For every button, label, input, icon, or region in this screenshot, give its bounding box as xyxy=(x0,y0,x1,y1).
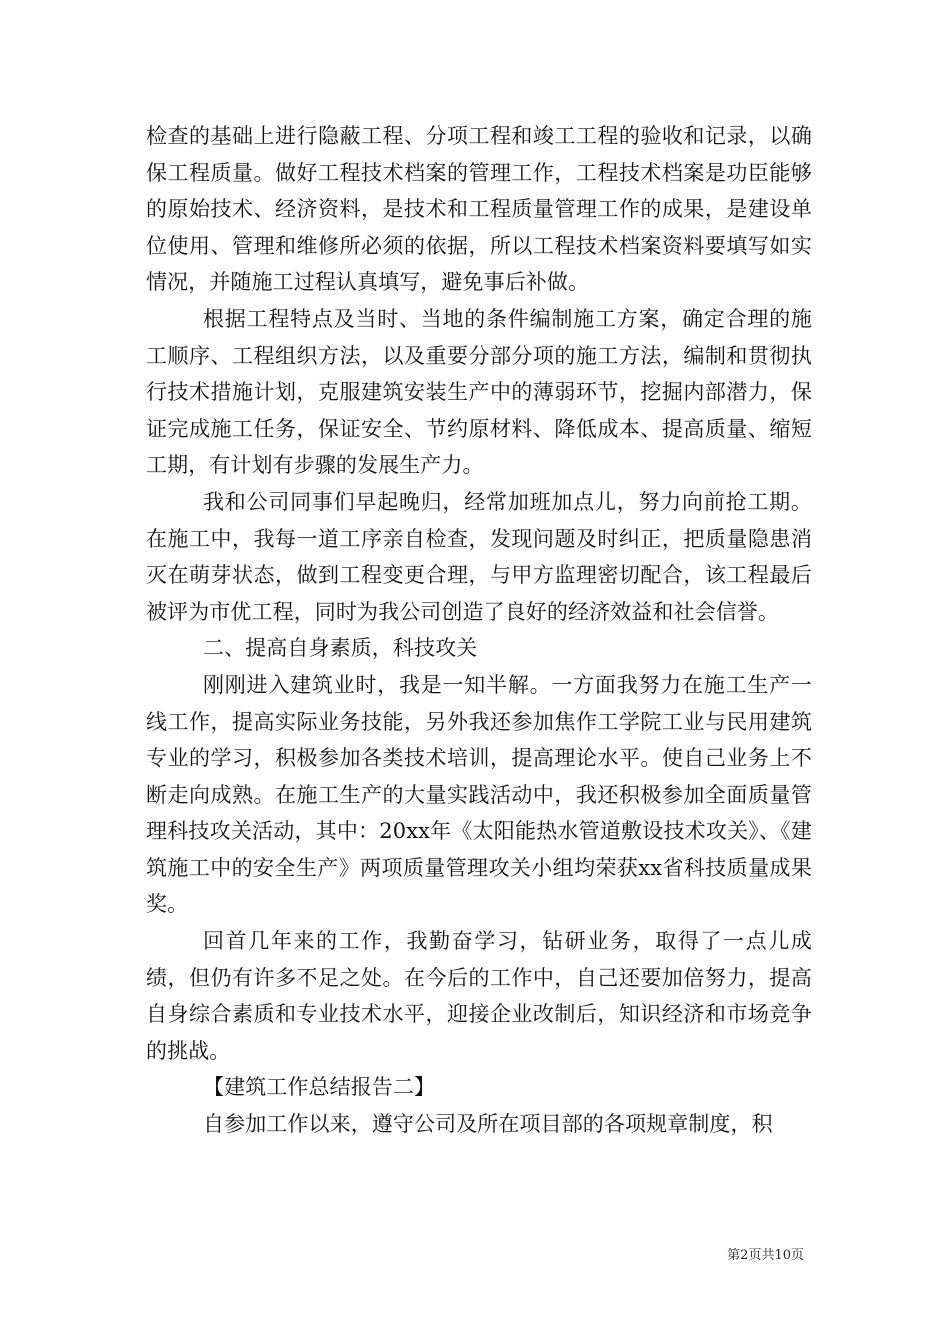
paragraph-3: 我和公司同事们早起晚归，经常加班加点儿，努力向前抢工期。在施工中，我每一道工序亲自检查，发现问题及时纠正，把质量隐患消灭在萌芽状态，做到工程变更合理，与甲方监理密切配合，该工程最后被评为市优工程，同时为我公司创造了良好的经济效益和社会信誉。 xyxy=(146,489,812,624)
paragraph-1: 检查的基础上进行隐蔽工程、分项工程和竣工工程的验收和记录，以确保工程质量。做好工程技术档案的管理工作，工程技术档案是功臣能够的原始技术、经济资料，是技术和工程质量管理工作的成果，是建设单位使用、管理和维修所必须的依据，所以工程技术档案资料要填写如实情况，并随施工过程认真填写，避免事后补做。 xyxy=(146,124,812,295)
paragraph-2: 根据工程特点及当时、当地的条件编制施工方案，确定合理的施工顺序、工程组织方法，以及重要分部分项的施工方法，编制和贯彻执行技术措施计划，克服建筑安装生产中的薄弱环节，挖掘内部潜力，保证完成施工任务，保证安全、节约原材料、降低成本、提高质量、缩短工期，有计划有步骤的发展生产力。 xyxy=(146,306,812,478)
section-heading: 二、提高自身素质，科技攻关 xyxy=(203,636,478,661)
paragraph-6: 自参加工作以来，遵守公司及所在项目部的各项规章制度，积 xyxy=(203,1112,773,1137)
document-body xyxy=(146,118,812,1143)
report-title: 【建筑工作总结报告二】 xyxy=(203,1075,436,1100)
paragraph-5: 回首几年来的工作，我勤奋学习，钻研业务，取得了一点儿成绩，但仍有许多不足之处。在今后的工作中，自己还要加倍努力，提高自身综合素质和专业技术水平，迎接企业改制后，知识经济和市场竞争的挑战。 xyxy=(146,929,812,1063)
paragraph-4: 刚刚进入建筑业时，我是一知半解。一方面我努力在施工生产一线工作，提高实际业务技能，另外我还参加焦作工学院工业与民用建筑专业的学习，积极参加各类技术培训，提高理论水平。使自己业务上不断走向成熟。在施工生产的大量实践活动中，我还积极参加全面质量管理科技攻关活动，其中：20xx年《太阳能热水管道敷设技术攻关》、《建筑施工中的安全生产》两项质量管理攻关小组均荣获xx省科技质量成果奖。 xyxy=(146,672,812,917)
page-number: 第2页共10页 xyxy=(727,1248,804,1263)
